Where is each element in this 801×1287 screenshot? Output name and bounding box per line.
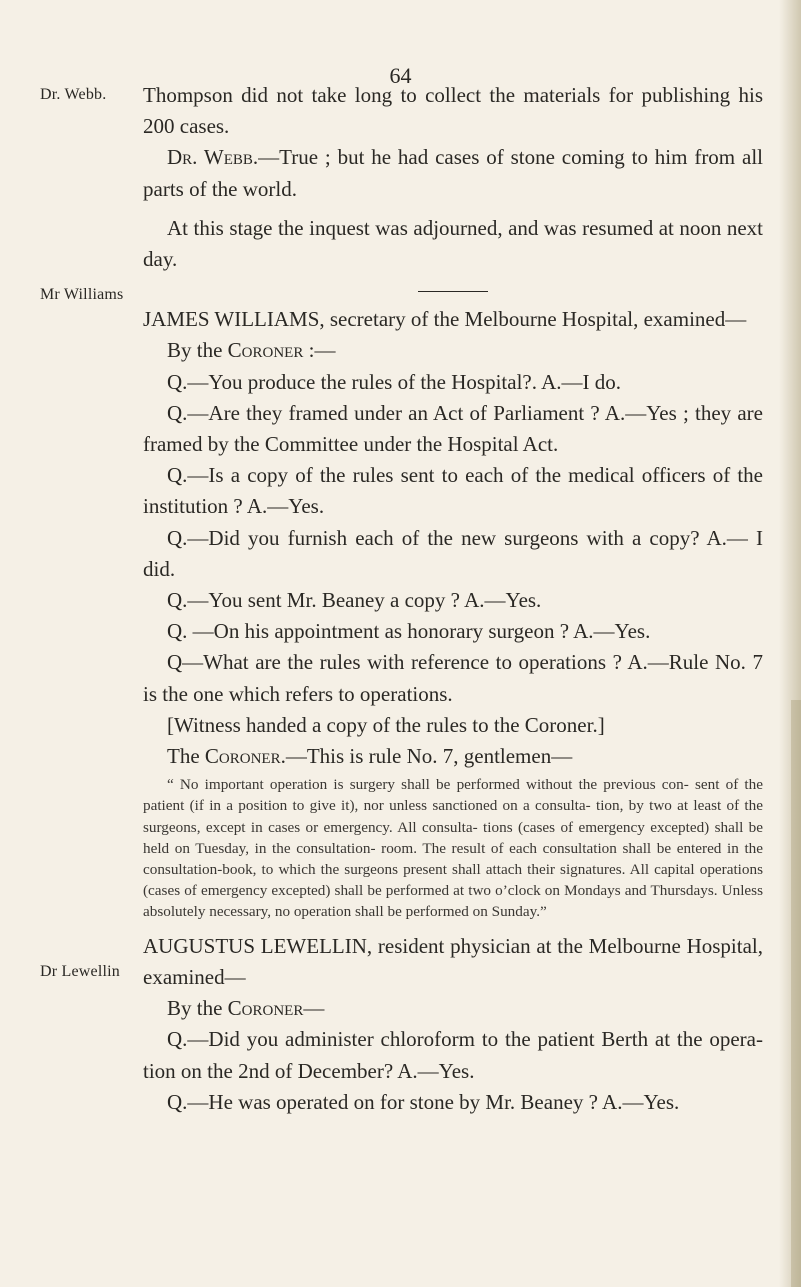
- margin-note-webb: Dr. Webb.: [40, 86, 107, 103]
- examiner-prefix: By the: [167, 338, 228, 363]
- paragraph: Thompson did not take long to collect the materials for publishing his 200 cases.: [143, 83, 763, 139]
- examiner-name: Coroner: [227, 996, 304, 1021]
- qa-line: Q.—Did you furnish each of the new surgeons with a copy? A.— I did.: [143, 525, 763, 581]
- margin-note-williams: Mr Williams: [40, 286, 124, 303]
- page-number: 64: [389, 63, 412, 88]
- speech-text: —True ; but he had cases of stone coming to him from all parts of the world.: [143, 145, 763, 201]
- paragraph: [143, 142, 763, 204]
- margin-note-lewellin: Dr Lewellin: [40, 963, 120, 980]
- qa-line: Q.—Is a copy of the rules sent to each of the medical officers of the institution ? A.—Yes.: [143, 463, 763, 519]
- qa-line: Q.—He was operated on for stone by Mr. Beaney ? A.—Yes.: [167, 1089, 680, 1114]
- speaker-name: Dr. Webb.: [167, 145, 259, 170]
- paragraph: At this stage the inquest was adjourned, and was resumed at noon next day.: [143, 215, 763, 272]
- witness-intro: AUGUSTUS LEWELLIN, resident physician at the Melbourne Hospital, examined—: [143, 933, 763, 989]
- qa-line: Q.—Did you administer chloroform to the patient Berth at the opera- tion on the 2nd of December? A.—Yes.: [143, 1027, 763, 1083]
- section-divider: [418, 291, 488, 292]
- rule-quotation: “ No important operation is surgery shall be performed without the previous con- sent of the patient (if in a position to give it), nor unless sanctioned on a consulta- tion, by two at least of the surgeons, except in cases or emergency. All consulta- tions (cases of emergency excepted) shall be held on Tuesday, in the consultation- room. The result of each consultation shall be entered in the consultation-book, to which the surgeons present shall attach their signatures. All capital operations (cases of emergency excepted) shall be performed at two o’clock on Mondays and Thursdays. Unless absolutely necessary, no operation shall be performed on Sunday.”: [143, 776, 763, 921]
- page-edge-stain: [791, 700, 801, 1287]
- witness-intro: JAMES WILLIAMS, secretary of the Melbourne Hospital, examined—: [143, 307, 747, 332]
- qa-line: Q—What are the rules with reference to operations ? A.—Rule No. 7 is the one which refers to operations.: [143, 650, 763, 706]
- qa-line: Q. —On his appointment as honorary surgeon ? A.—Yes.: [167, 619, 651, 644]
- coroner-line: [143, 741, 763, 772]
- examiner-prefix: By the: [167, 996, 228, 1021]
- body-text: [143, 80, 763, 1118]
- examiner-line: [143, 335, 763, 366]
- coroner-prefix: The: [167, 744, 205, 769]
- coroner-name: Coroner.: [204, 744, 286, 769]
- examiner-line: [143, 993, 763, 1024]
- qa-line: Q.—You produce the rules of the Hospital?. A.—I do.: [167, 369, 621, 394]
- coroner-text: —This is rule No. 7, gentlemen—: [285, 744, 573, 769]
- examiner-name: Coroner: [227, 338, 304, 363]
- qa-line: Q.—You sent Mr. Beaney a copy ? A.—Yes.: [167, 588, 542, 613]
- examiner-suffix: :—: [303, 338, 336, 363]
- bracket-note: [Witness handed a copy of the rules to the Coroner.]: [167, 712, 605, 737]
- qa-line: Q.—Are they framed under an Act of Parliament ? A.—Yes ; they are framed by the Committee under the Hospital Act.: [143, 400, 763, 457]
- examiner-suffix: —: [303, 996, 325, 1021]
